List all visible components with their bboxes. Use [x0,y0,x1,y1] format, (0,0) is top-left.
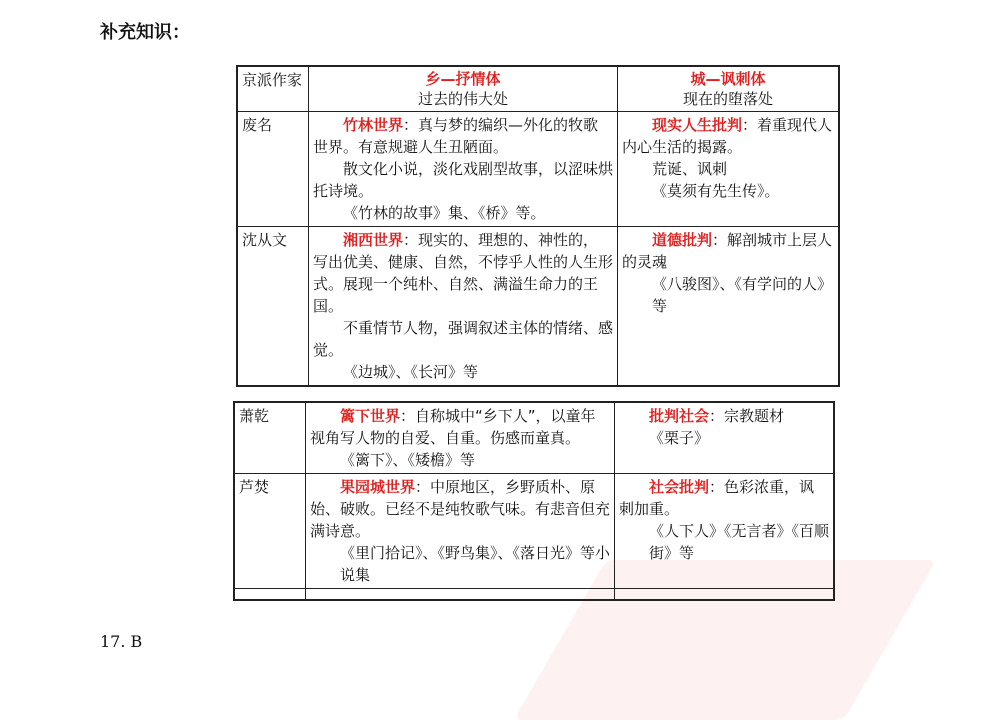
country-text: ：中原地区，乡野质朴、原始、破败。已经不是纯牧歌气味。有悲音但充满诗意。 [310,478,611,540]
country-cell [309,112,618,227]
jingpai-table-part2 [233,401,835,601]
city-works: 《栗子》 [649,429,710,447]
country-cell [306,402,615,474]
city-title: 道德批判 [652,231,713,249]
table-row [237,112,839,227]
country-col-sub: 过去的伟大处 [417,90,508,108]
jingpai-table-part1 [236,65,840,387]
author-cell: 废名 [237,112,309,227]
city-cell [615,474,835,589]
city-desc [622,114,834,158]
city-title: 批判社会 [649,407,710,425]
country-works: 《竹林的故事》集、《桥》等。 [343,204,546,222]
country-style: 散文化小说，淡化戏剧型故事，以涩味烘托诗境。 [313,160,614,200]
city-desc [619,476,829,520]
city-title: 现实人生批判 [652,116,743,134]
cutoff-cell [306,589,615,601]
city-works: 《莫须有先生传》。 [652,182,780,200]
country-desc [310,405,610,449]
section-heading: 补充知识： [100,22,190,43]
country-works: 《篱下》、《矮檐》等 [340,451,476,469]
table-row [237,227,839,387]
country-cell [306,474,615,589]
country-style: 不重情节人物，强调叙述主体的情绪、感觉。 [313,319,614,359]
city-style: 荒诞、讽刺 [652,160,728,178]
table-row-cutoff [234,589,834,601]
city-text: ：解剖城市上层人的灵魂 [622,231,833,271]
table-header-row [237,66,839,112]
city-cell [618,112,840,227]
author-cell: 萧乾 [234,402,306,474]
city-text: ：宗教题材 [709,407,785,425]
country-col-header [309,66,618,112]
country-desc [313,114,613,158]
city-cell [618,227,840,387]
city-cell [615,402,835,474]
city-col-sub: 现在的堕落处 [682,90,773,108]
city-works: 《八骏图》、《有学问的人》等 [652,275,833,315]
country-title: 果园城世界 [340,478,416,496]
country-col-title: 乡—抒情体 [425,70,501,88]
city-text: ：色彩浓重，讽刺加重。 [619,478,815,518]
cutoff-cell [234,589,306,601]
country-title: 竹林世界 [343,116,404,134]
cutoff-cell [615,589,835,601]
answer-line: 17. B [100,632,143,651]
city-desc [619,405,829,427]
country-title: 湘西世界 [343,231,404,249]
country-title: 篱下世界 [340,407,401,425]
author-col-header: 京派作家 [237,66,309,112]
author-cell: 沈从文 [237,227,309,387]
country-desc [310,476,610,542]
table-row [234,474,834,589]
city-col-title: 城—讽刺体 [690,70,766,88]
country-text: ：自称城中“乡下人”，以童年视角写人物的自爱、自重。伤感而童真。 [310,407,596,447]
country-desc [313,229,613,317]
country-works: 《里门拾记》、《野鸟集》、《落日光》等小说集 [340,544,611,584]
country-text: ：现实的、理想的、神性的，写出优美、健康、自然，不悖乎人性的人生形式。展现一个纯朴、自然、满溢生命力的王国。 [313,231,614,315]
city-text: ：着重现代人内心生活的揭露。 [622,116,833,156]
country-text: ：真与梦的编织—外化的牧歌世界。有意规避人生丑陋面。 [313,116,599,156]
city-works: 《人下人》《无言者》《百顺街》等 [649,522,830,562]
country-cell [309,227,618,387]
author-cell: 芦焚 [234,474,306,589]
city-desc [622,229,834,273]
table-row [234,402,834,474]
city-col-header [618,66,840,112]
city-title: 社会批判 [649,478,710,496]
country-works: 《边城》、《长河》等 [343,363,479,381]
